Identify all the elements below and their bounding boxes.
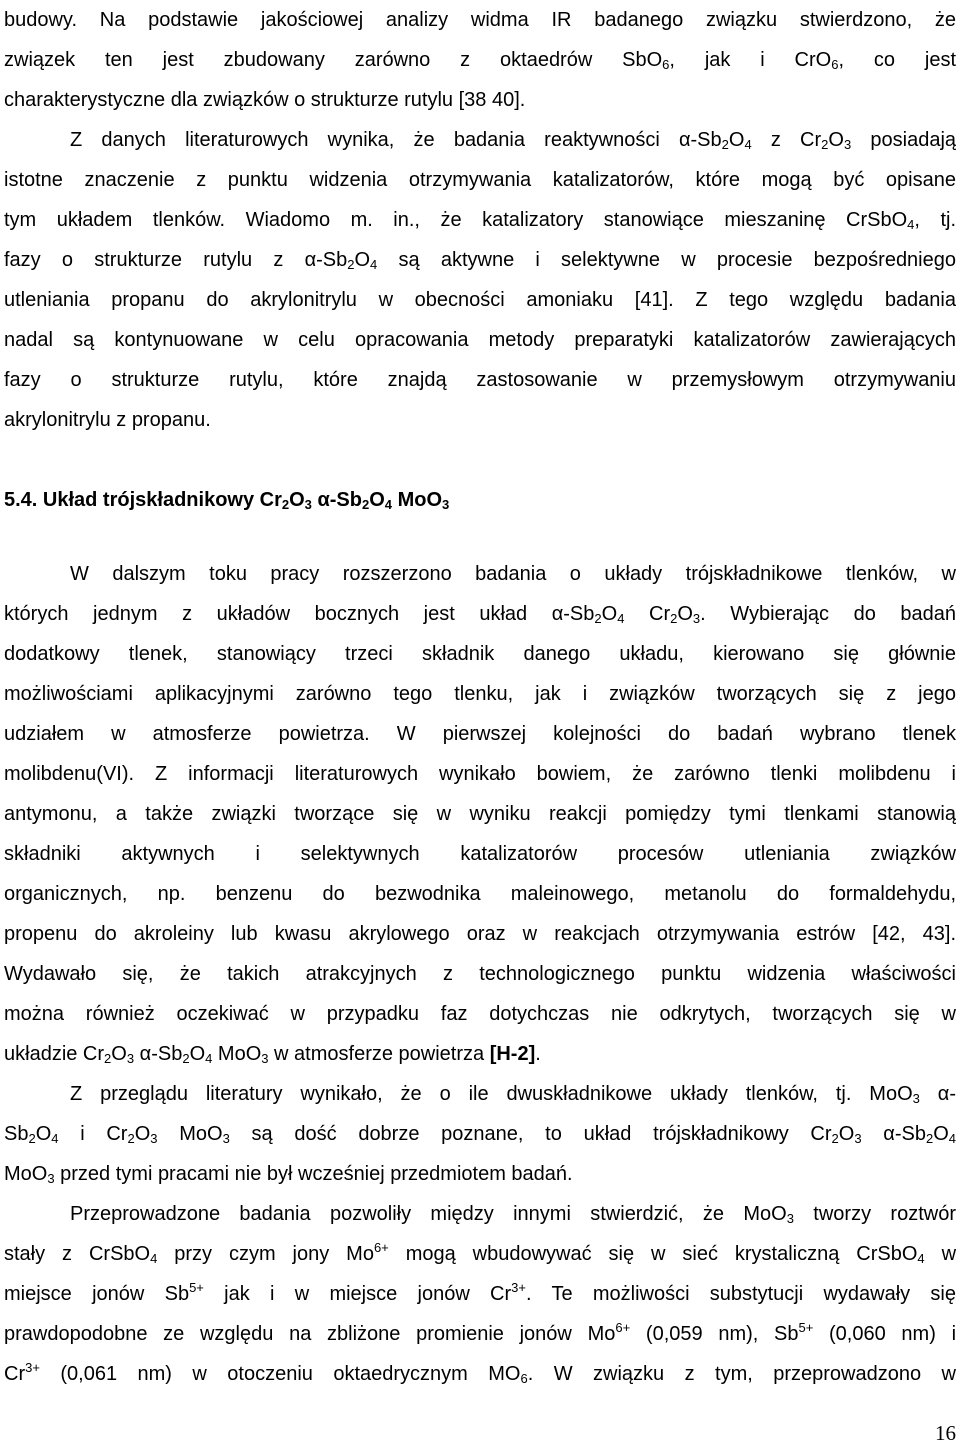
- text-line: miejsce jonów $Sb^{5+}$ jak i w miejsce jonów $Cr^{3+}$. Te możliwości substytucji wydawały się: [4, 1280, 956, 1305]
- text-line: $Sb_2O_4$ i $Cr_2O_3$ MoO$_3$ są dość dobrze poznane, to układ trójskładnikowy $Cr_2O_3$ $\alpha-Sb_2O_4$: [4, 1123, 956, 1146]
- text-line: tym układem tlenków. Wiadomo m. in., że katalizatory stanowiące mieszaninę CrSbO$_4$, tj.: [4, 209, 956, 232]
- text-line: propenu do akroleiny lub kwasu akrylowego oraz w reakcjach otrzymywania estrów [42, 43].: [4, 923, 956, 945]
- text-line: fazy o strukturze rutylu z $\alpha-Sb_2O_4$ są aktywne i selektywne w procesie bezpośredniego: [4, 249, 956, 272]
- paragraph-2: [4, 120, 956, 440]
- text-line: Wydawało się, że takich atrakcyjnych z technologicznego punktu widzenia właściwości: [4, 963, 956, 985]
- text-line: prawdopodobne ze względu na zbliżone promienie jonów $Mo^{6+}$ (0,059 nm), $Sb^{5+}$ (0,060 nm) i: [4, 1320, 956, 1345]
- text-line: których jednym z układów bocznych jest układ $\alpha-Sb_2O_4$ $Cr_2O_3$. Wybierając do badań: [4, 603, 956, 626]
- text-line: utleniania propanu do akrylonitrylu w obecności amoniaku [41]. Z tego względu badania: [4, 289, 956, 311]
- text-line: fazy o strukturze rutylu, które znajdą zastosowanie w przemysłowym otrzymywaniu: [4, 369, 956, 391]
- text-line: budowy. Na podstawie jakościowej analizy widma IR badanego związku stwierdzono, że: [4, 9, 956, 31]
- text-line: akrylonitrylu z propanu.: [4, 409, 211, 431]
- text-line: MoO$_3$ przed tymi pracami nie był wcześniej przedmiotem badań.: [4, 1163, 573, 1186]
- paragraph-3: [4, 554, 956, 1074]
- text-line: możliwościami aplikacyjnymi zarówno tego tlenku, jak i związków tworzących się z jego: [4, 683, 956, 705]
- paragraph-5: [4, 1194, 956, 1394]
- paragraph-1: [4, 0, 956, 120]
- text-line: molibdenu(VI). Z informacji literaturowych wynikało bowiem, że zarówno tlenki molibdenu i: [4, 763, 956, 785]
- text-line: nadal są kontynuowane w celu opracowania metody preparatyki katalizatorów zawierających: [4, 329, 956, 351]
- text-line: organicznych, np. benzenu do bezwodnika maleinowego, metanolu do formaldehydu,: [4, 883, 956, 905]
- text-line: Przeprowadzone badania pozwoliły między innymi stwierdzić, że MoO$_3$ tworzy roztwór: [70, 1203, 956, 1226]
- text-line: udziałem w atmosferze powietrza. W pierwszej kolejności do badań wybrano tlenek: [4, 723, 956, 745]
- text-line: Z przeglądu literatury wynikało, że o ile dwuskładnikowe układy tlenków, tj. MoO$_3$ α-: [70, 1083, 956, 1106]
- text-line: można również oczekiwać w przypadku faz dotychczas nie odkrytych, tworzących się w: [4, 1003, 956, 1025]
- text-line: stały z CrSbO$_4$ przy czym jony $Mo^{6+}$ mogą wbudowywać się w sieć krystaliczną CrSbO$_4$ w: [4, 1240, 956, 1266]
- text-line: składniki aktywnych i selektywnych katalizatorów procesów utleniania związków: [4, 843, 956, 865]
- text-line: antymonu, a także związki tworzące się w wyniku reakcji pomiędzy tymi tlenkami stanowią: [4, 803, 956, 825]
- text-line: dodatkowy tlenek, stanowiący trzeci składnik danego układu, kierowano się głównie: [4, 643, 956, 665]
- text-line: układzie $Cr_2O_3$ $\alpha-Sb_2O_4$ MoO$_3$ w atmosferze powietrza [H-2].: [4, 1043, 541, 1066]
- text-line: W dalszym toku pracy rozszerzono badania o układy trójskładnikowe tlenków, w: [70, 563, 956, 585]
- text-line: $Cr^{3+}$ (0,061 nm) w otoczeniu oktaedrycznym $MO_6$. W związku z tym, przeprowadzono w: [4, 1360, 956, 1386]
- text-line: istotne znaczenie z punktu widzenia otrzymywania katalizatorów, które mogą być opisane: [4, 169, 956, 191]
- text-line: charakterystyczne dla związków o strukturze rutylu [38 40].: [4, 89, 526, 111]
- section-heading: 5.4. Układ trójskładnikowy $Cr_2O_3$ $\alpha-Sb_2O_4$ MoO$_3$: [4, 489, 450, 512]
- document-page: [4, 0, 956, 1394]
- page-number: 16: [935, 1421, 956, 1445]
- paragraph-4: [4, 1074, 956, 1194]
- text-line: Z danych literaturowych wynika, że badania reaktywności $\alpha-Sb_2O_4$ z $Cr_2O_3$ posiadają: [70, 129, 956, 152]
- text-line: związek ten jest zbudowany zarówno z oktaedrów SbO$_6$, jak i CrO$_6$, co jest: [4, 49, 956, 72]
